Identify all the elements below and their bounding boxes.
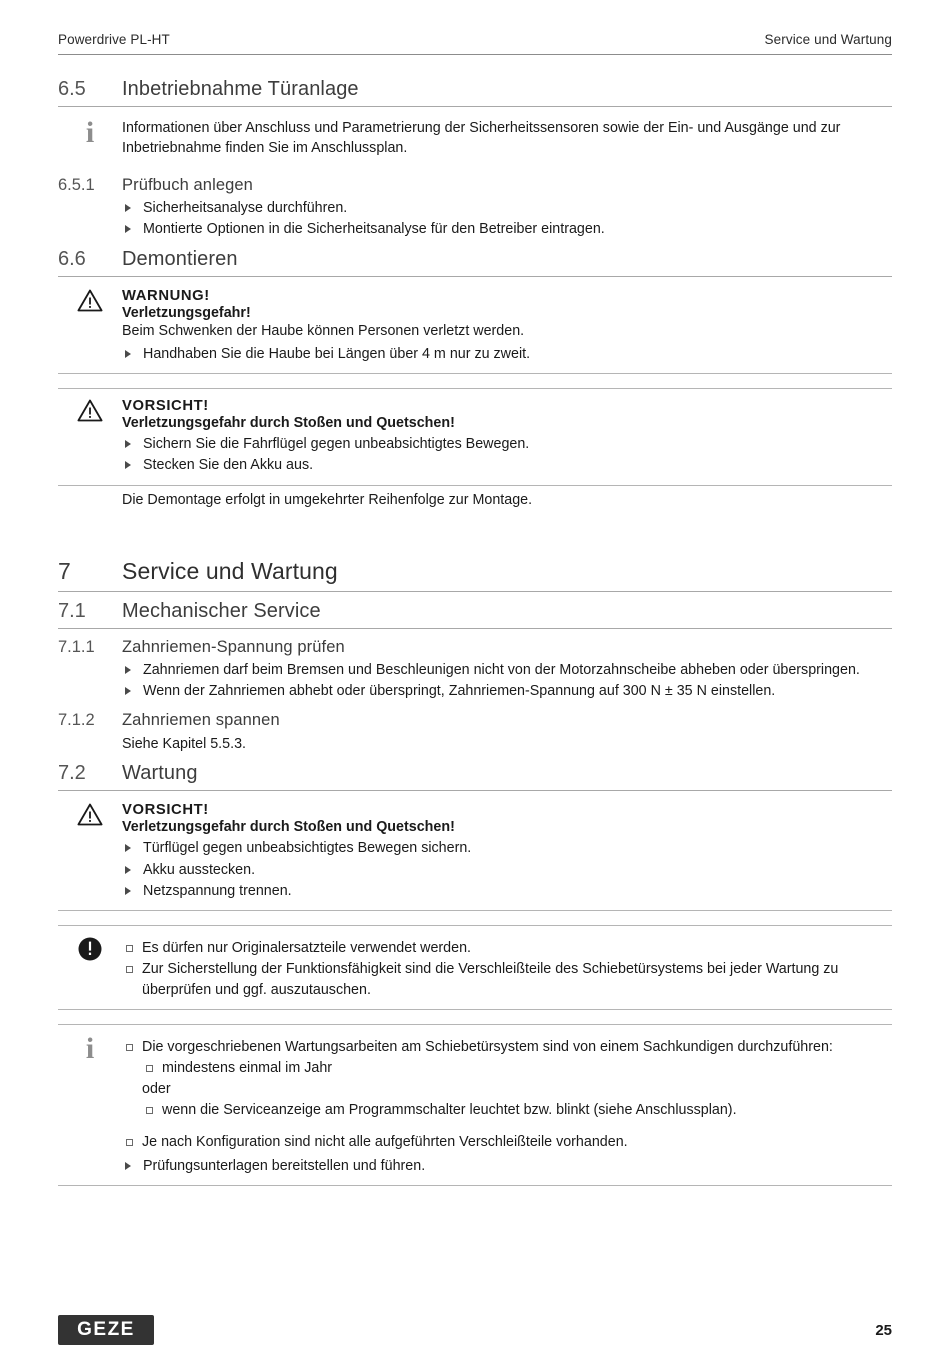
- info-box-wartung: [58, 1024, 892, 1186]
- list-item: Es dürfen nur Originalersatzteile verwendet werden.: [122, 938, 892, 958]
- section-7-1-1-body: [122, 660, 892, 702]
- heading-7-2-title: Wartung: [122, 762, 198, 785]
- heading-7-2-number: 7.2: [58, 762, 86, 785]
- list-item: Wenn der Zahnriemen abhebt oder überspringt, Zahnriemen-Spannung auf 300 N ± 35 N einstellen.: [122, 681, 892, 701]
- page-header: [58, 32, 892, 55]
- heading-6-5-1: [58, 176, 892, 195]
- list-item: Akku ausstecken.: [122, 860, 892, 880]
- list-item: mindestens einmal im Jahr: [142, 1058, 892, 1078]
- heading-6-5-number: 6.5: [58, 78, 86, 100]
- section-6-6-closing: [122, 491, 892, 511]
- page-footer: [58, 1315, 892, 1345]
- heading-7-1-2: [58, 711, 892, 730]
- info-sublist: [142, 1058, 892, 1078]
- header-chapter-name: Service und Wartung: [764, 32, 892, 47]
- info-list-2: [122, 1132, 892, 1152]
- caution-subtitle: Verletzungsgefahr durch Stoßen und Quetschen!: [122, 414, 455, 431]
- list-item: Türflügel gegen unbeabsichtigtes Bewegen sichern.: [122, 838, 892, 858]
- info-icon: i: [85, 116, 95, 149]
- list-item: Je nach Konfiguration sind nicht alle aufgeführten Verschleißteile vorhanden.: [122, 1132, 892, 1152]
- caution-title: VORSICHT!: [122, 397, 209, 414]
- list-item: Handhaben Sie die Haube bei Längen über 4 m nur zu zweit.: [122, 344, 892, 364]
- caution-list: [122, 838, 892, 901]
- heading-7-1-1-title: Zahnriemen-Spannung prüfen: [122, 638, 345, 657]
- list-item: Netzspannung trennen.: [122, 881, 892, 901]
- caution-list: [122, 434, 892, 476]
- warning-title: WARNUNG!: [122, 287, 210, 304]
- geze-logo-text: GEZE: [77, 1319, 135, 1340]
- warning-text: Beim Schwenken der Haube können Personen verletzt werden.: [122, 322, 525, 339]
- info-note-text: Informationen über Anschluss und Parametrierung der Sicherheitssensoren sowie der Ein- und Ausgänge und zur Inbetriebnahme finden Sie im Anschlussplan.: [122, 120, 841, 157]
- warning-triangle-icon: [58, 398, 122, 422]
- section-6-5-1-body: [122, 198, 892, 240]
- heading-7-1-2-title: Zahnriemen spannen: [122, 710, 280, 729]
- list-item: Sicherheitsanalyse durchführen.: [122, 198, 892, 218]
- list-item: Montierte Optionen in die Sicherheitsanalyse für den Betreiber eintragen.: [122, 219, 892, 239]
- heading-7-1-1: [58, 638, 892, 657]
- list-item: wenn die Serviceanzeige am Programmschalter leuchtet bzw. blinkt (siehe Anschlussplan).: [142, 1100, 892, 1120]
- info-list: [122, 1037, 892, 1120]
- geze-logo: [58, 1315, 154, 1345]
- warning-triangle-icon: [58, 288, 122, 312]
- heading-6-5-1-title: Prüfbuch anlegen: [122, 176, 253, 195]
- heading-7-title: Service und Wartung: [122, 558, 338, 585]
- heading-7-1: [58, 600, 892, 629]
- info-note-inbetriebnahme: [58, 109, 892, 167]
- warning-box-demontieren: [58, 279, 892, 374]
- header-product-name: Powerdrive PL-HT: [58, 32, 170, 47]
- caution-box-demontieren: [58, 388, 892, 486]
- warning-subtitle: Verletzungsgefahr!: [122, 304, 251, 321]
- heading-7-number: 7: [58, 558, 71, 585]
- heading-6-6: [58, 248, 892, 277]
- list-item: Stecken Sie den Akku aus.: [122, 455, 892, 475]
- notice-list: [122, 938, 892, 1000]
- warning-list: [122, 344, 892, 364]
- list-item: Prüfungsunterlagen bereitstellen und führen.: [122, 1156, 892, 1176]
- info-or-text: oder: [142, 1080, 171, 1097]
- heading-6-6-title: Demontieren: [122, 247, 238, 270]
- notice-box-ersatzteile: [58, 925, 892, 1010]
- exclamation-circle-icon: [58, 935, 122, 962]
- page-number: 25: [875, 1321, 892, 1339]
- heading-7-1-title: Mechanischer Service: [122, 600, 321, 623]
- heading-6-5-title: Inbetriebnahme Türanlage: [122, 78, 359, 100]
- heading-7: [58, 558, 892, 592]
- list-item: Sichern Sie die Fahrflügel gegen unbeabsichtigtes Bewegen.: [122, 434, 892, 454]
- heading-7-1-2-number: 7.1.2: [58, 710, 95, 729]
- list-zahnriemen-pruefen: [122, 660, 892, 702]
- warning-triangle-icon: [58, 802, 122, 826]
- zahnriemen-spannen-text: Siehe Kapitel 5.5.3.: [122, 735, 246, 752]
- list-item: Zahnriemen darf beim Bremsen und Beschleunigen nicht von der Motorzahnscheibe abheben oder überspringen.: [122, 660, 892, 680]
- list-item: [122, 1037, 892, 1120]
- info-item-1-text: Die vorgeschriebenen Wartungsarbeiten am Schiebetürsystem sind von einem Sachkundigen durchzuführen:: [142, 1039, 833, 1056]
- heading-6-5: [58, 78, 892, 107]
- heading-7-1-1-number: 7.1.1: [58, 638, 95, 657]
- info-action-list: [122, 1156, 892, 1176]
- caution-subtitle: Verletzungsgefahr durch Stoßen und Quetschen!: [122, 819, 455, 836]
- heading-7-1-number: 7.1: [58, 600, 86, 623]
- heading-7-2: [58, 762, 892, 791]
- section-7-1-2-body: [122, 735, 892, 755]
- info-icon: i: [85, 1032, 95, 1066]
- list-pruefbuch: [122, 198, 892, 240]
- heading-6-5-1-number: 6.5.1: [58, 176, 95, 195]
- list-item: Zur Sicherstellung der Funktionsfähigkeit sind die Verschleißteile des Schiebetürsystems bei jeder Wartung zu überprüfen und ggf. auszutauschen.: [122, 959, 892, 1000]
- page-content: [58, 70, 892, 1186]
- info-sublist-2: [142, 1100, 892, 1120]
- caution-title: VORSICHT!: [122, 802, 209, 819]
- caution-box-wartung: [58, 793, 892, 911]
- demontage-closing-text: Die Demontage erfolgt in umgekehrter Reihenfolge zur Montage.: [122, 491, 533, 508]
- heading-6-6-number: 6.6: [58, 247, 86, 270]
